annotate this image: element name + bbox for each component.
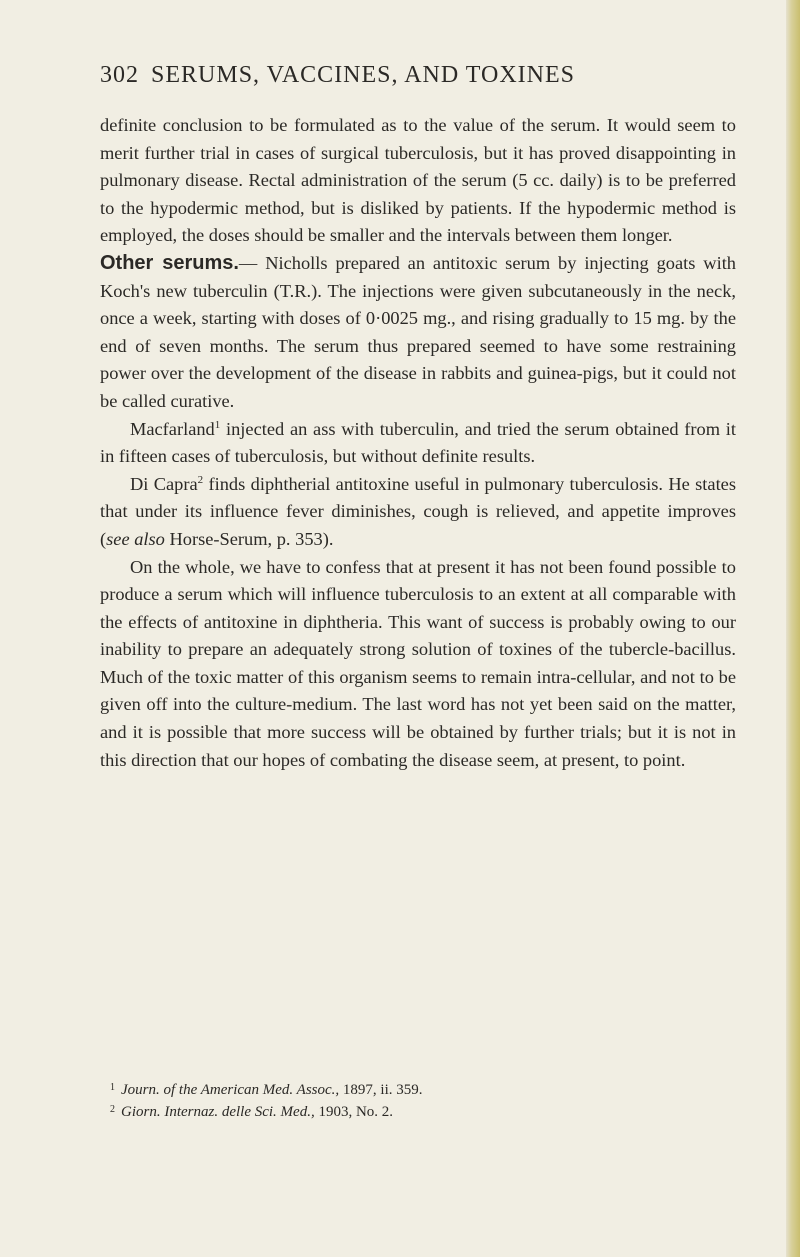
footnote-number: 2: [110, 1104, 115, 1115]
footnote-ref: 2: [197, 473, 204, 486]
author-name: Macfarland: [130, 418, 215, 439]
footnotes: [110, 1078, 730, 1122]
paragraph-text: finds diphtherial antitoxine useful in pulmonary tuberculosis. He states that under its influence fever diminishes, cough is relieved, and appetite improves (: [100, 473, 736, 549]
author-name: Di Capra: [130, 473, 198, 494]
see-also-italic: see also: [106, 528, 165, 549]
page-header: [100, 62, 740, 89]
page-body: [100, 112, 736, 774]
running-title: SERUMS, VACCINES, AND TOXINES: [151, 62, 575, 88]
footnote-number: 1: [110, 1082, 115, 1093]
paragraph-text-end: Horse-Serum, p. 353).: [164, 528, 334, 549]
paragraph-conclusion: On the whole, we have to confess that at present it has not been found possible to produce a serum which will influence tuberculosis to an extent at all comparable with the effects of antitoxine in diphtheria. This want of success is probably owing to our inability to prepare an adequately strong solution of toxines of the tubercle-bacillus. Much of the toxic matter of this organism seems to remain intra-cellular, and not to be given off into the culture-medium. The last word has not yet been said on the matter, and it is possible that more success will be obtained by further trials; but it is not in this direction that our hopes of combating the disease seem, at present, to point.: [100, 556, 736, 770]
footnote: [110, 1100, 730, 1122]
paragraph-di-capra: [100, 471, 736, 554]
footnote-source: Journ. of the American Med. Assoc.,: [121, 1082, 340, 1098]
paragraph-text: — Nicholls prepared an antitoxic serum by injecting goats with Koch's new tuberculin (T.R.). The injections were given subcutaneously in the neck, once a week, starting with doses of 0·0025 mg., and rising gradually to 15 mg. by the end of seven months. The serum thus prepared seemed to have some restraining power over the development of the disease in rabbits and guinea-pigs, but it could not be called curative.: [100, 252, 736, 411]
paragraph-other-serums: [100, 250, 736, 416]
footnote-detail: 1897, ii. 359.: [342, 1082, 423, 1098]
page-edge: [786, 0, 800, 1257]
paragraph-macfarland: [100, 416, 736, 471]
paragraph-text: injected an ass with tuberculin, and tried the serum obtained from it in fifteen cases of tuberculosis, but without definite results.: [100, 418, 736, 467]
footnote-ref: 1: [214, 418, 221, 431]
footnote-source: Giorn. Internaz. delle Sci. Med.,: [121, 1104, 315, 1120]
footnote-detail: 1903, No. 2.: [318, 1104, 394, 1120]
footnote: [110, 1078, 730, 1100]
page-number: 302: [100, 62, 139, 88]
paragraph-continuation: definite conclusion to be formulated as to the value of the serum. It would seem to merit further trial in cases of surgical tuberculosis, but it has proved disappointing in pulmonary disease. Rectal administration of the serum (5 cc. daily) is to be preferred to the hypodermic method, but is disliked by patients. If the hypodermic method is employed, the doses should be smaller and the intervals between them longer.: [100, 115, 736, 246]
section-heading: Other serums.: [100, 251, 239, 274]
